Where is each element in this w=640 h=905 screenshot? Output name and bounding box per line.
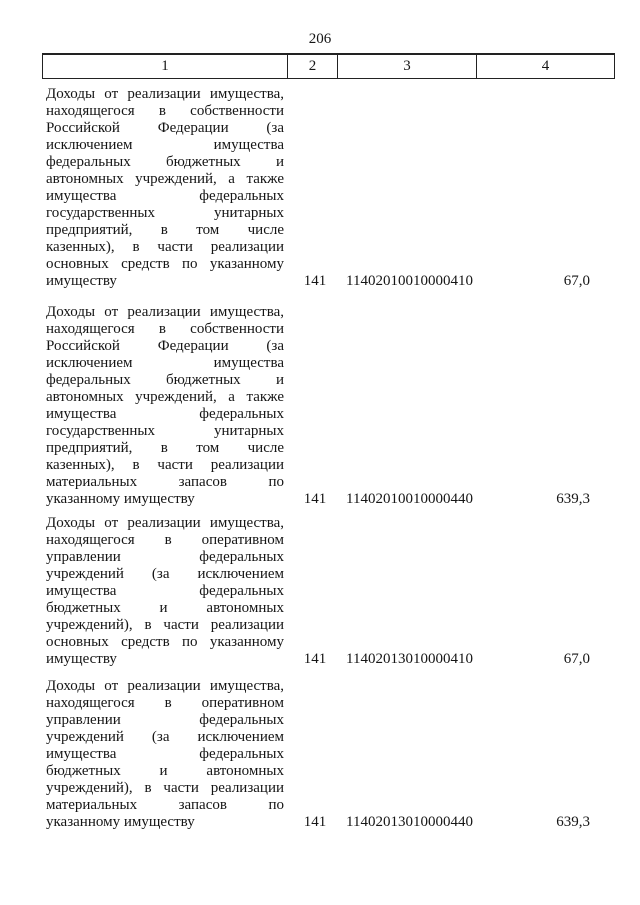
description-line: предприятий, в том числе (46, 222, 284, 238)
description-line: имущества федеральных (46, 583, 284, 599)
description-line: Российской Федерации (за (46, 338, 284, 354)
row-admin-code: 141 (303, 814, 327, 830)
budget-table (42, 53, 615, 831)
description-line: находящегося в оперативном (46, 532, 284, 548)
row-description (42, 678, 287, 831)
row-amount: 639,3 (556, 814, 590, 830)
table-row (42, 86, 615, 290)
description-line: Доходы от реализации имущества, (46, 515, 284, 531)
header-col-1: 1 (42, 55, 287, 78)
description-line: Доходы от реализации имущества, (46, 86, 284, 102)
description-line: Доходы от реализации имущества, (46, 304, 284, 320)
row-budget-code: 11402013010000410 (346, 651, 473, 667)
description-line: федеральных бюджетных и (46, 154, 284, 170)
description-line: Российской Федерации (за (46, 120, 284, 136)
description-line: находящегося в собственности (46, 103, 284, 119)
description-line: имуществу (46, 273, 117, 289)
description-line: автономных учреждений, а также (46, 389, 284, 405)
row-amount: 639,3 (556, 491, 590, 507)
header-col-2: 2 (287, 55, 337, 78)
row-description (42, 86, 287, 290)
header-col-3: 3 (337, 55, 476, 78)
description-line: имущества федеральных (46, 188, 284, 204)
description-line: учреждений), в части реализации (46, 780, 284, 796)
description-line: федеральных бюджетных и (46, 372, 284, 388)
description-line: указанному имуществу (46, 814, 195, 830)
description-line: основных средств по указанному (46, 634, 284, 650)
description-line: учреждений (за исключением (46, 729, 284, 745)
table-row (42, 304, 615, 508)
row-budget-code: 11402010010000410 (346, 273, 473, 289)
description-line: предприятий, в том числе (46, 440, 284, 456)
description-line: имуществу (46, 651, 117, 667)
description-line: государственных унитарных (46, 205, 284, 221)
description-line: указанному имуществу (46, 491, 195, 507)
row-description (42, 515, 287, 668)
header-col-4: 4 (476, 55, 615, 78)
description-line: бюджетных и автономных (46, 763, 284, 779)
description-line: исключением имущества (46, 137, 284, 153)
description-line: имущества федеральных (46, 406, 284, 422)
description-line: управлении федеральных (46, 712, 284, 728)
description-line: казенных), в части реализации (46, 457, 284, 473)
description-line: основных средств по указанному (46, 256, 284, 272)
row-description (42, 304, 287, 508)
row-budget-code: 11402013010000440 (346, 814, 473, 830)
description-line: находящегося в оперативном (46, 695, 284, 711)
description-line: учреждений (за исключением (46, 566, 284, 582)
table-header-row (42, 53, 615, 79)
description-line: исключением имущества (46, 355, 284, 371)
table-row (42, 678, 615, 831)
description-line: казенных), в части реализации (46, 239, 284, 255)
description-line: материальных запасов по (46, 474, 284, 490)
description-line: имущества федеральных (46, 746, 284, 762)
description-line: Доходы от реализации имущества, (46, 678, 284, 694)
description-line: материальных запасов по (46, 797, 284, 813)
description-line: бюджетных и автономных (46, 600, 284, 616)
description-line: учреждений), в части реализации (46, 617, 284, 633)
row-amount: 67,0 (563, 651, 590, 667)
description-line: находящегося в собственности (46, 321, 284, 337)
row-admin-code: 141 (303, 651, 327, 667)
table-row (42, 515, 615, 668)
description-line: государственных унитарных (46, 423, 284, 439)
page-number: 206 (308, 31, 332, 47)
row-amount: 67,0 (563, 273, 590, 289)
row-admin-code: 141 (303, 491, 327, 507)
row-admin-code: 141 (303, 273, 327, 289)
description-line: автономных учреждений, а также (46, 171, 284, 187)
description-line: управлении федеральных (46, 549, 284, 565)
row-budget-code: 11402010010000440 (346, 491, 473, 507)
